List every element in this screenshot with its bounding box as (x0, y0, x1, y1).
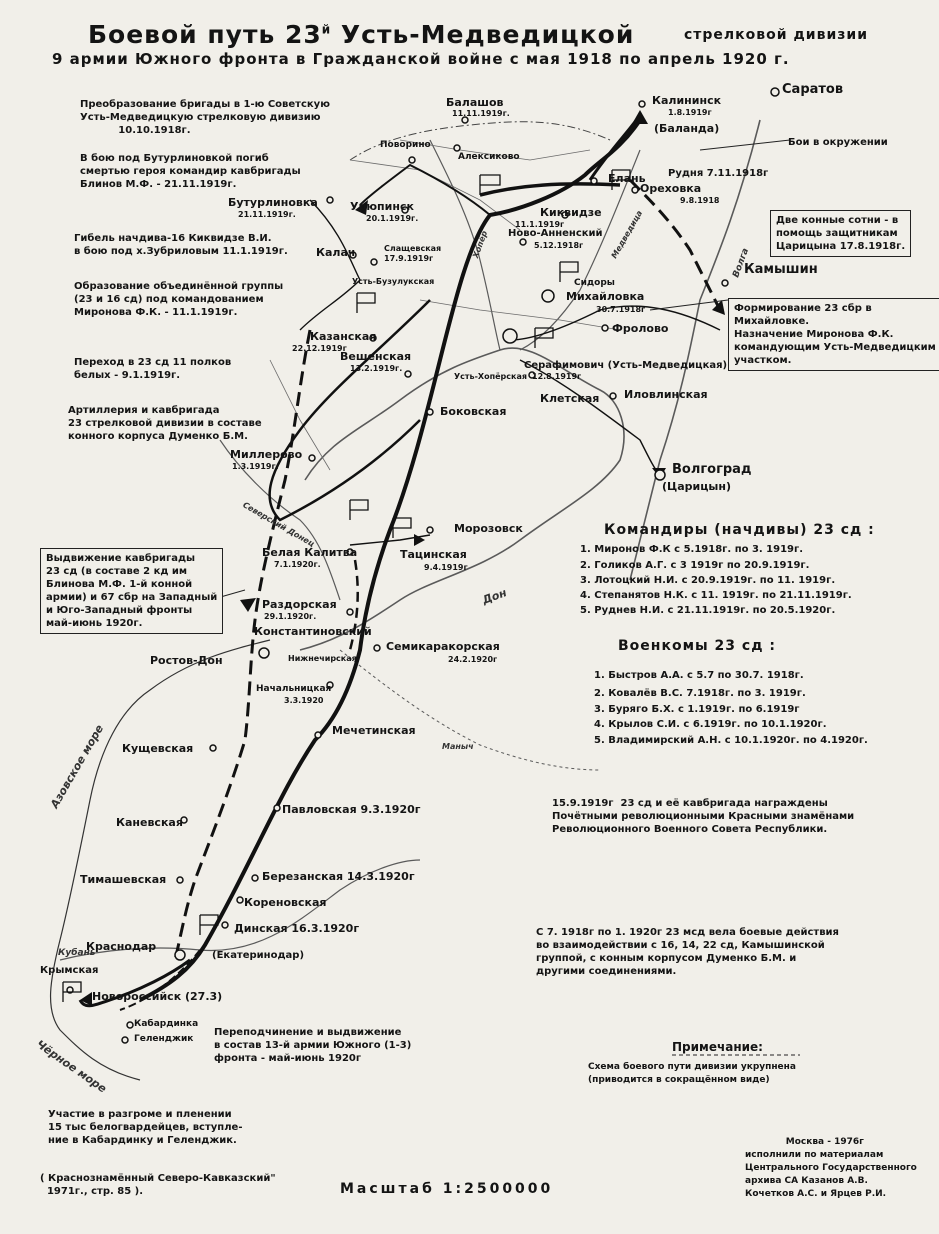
remark-title: Примечание: (672, 1040, 763, 1054)
label-saratov: Саратов (782, 82, 844, 97)
commander-row: 5. Руднев Н.И. с 21.11.1919г. по 20.5.1920г. (580, 605, 836, 616)
town-marker (409, 157, 415, 163)
label-kikvidze: Киквидзе (540, 206, 602, 219)
label-ilovlinskaya: Иловлинская (624, 388, 708, 401)
commissars-header: Военкомы 23 сд : (618, 638, 776, 654)
note-resubordination: Переподчинение и выдвижение в состав 13-й армии Южного (1-3) фронта - май-июнь 1920г (214, 1027, 412, 1064)
commissar-row: 3. Буряго Б.Х. с 1.1919г. по 6.1919г (594, 704, 800, 715)
label-belaya-kalitva: Белая Калитва (262, 546, 358, 559)
label-alexikovo: Алексиково (458, 152, 520, 162)
label-nizhnechirsk: Нижнечирская (288, 654, 357, 663)
date-serafimovich: 12.8.1919г (532, 372, 582, 381)
town-marker (602, 325, 608, 331)
date-buturlinovka: 21.11.1919г. (238, 210, 296, 219)
note-encircle: Бои в окружении (788, 137, 888, 148)
label-kletskaya: Клетская (540, 392, 600, 405)
town-marker (632, 187, 638, 193)
commissar-row: 2. Ковалёв В.С. 7.1918г. по 3. 1919г. (594, 688, 806, 699)
date-tatsinskaya: 9.4.1919г (424, 563, 468, 572)
label-dinskaya: Динская 16.3.1920г (234, 922, 360, 935)
town-marker (222, 922, 228, 928)
note-source: ( Краснознамённый Северо-Кавказский" 1971г., стр. 85 ). (40, 1173, 276, 1197)
date-millerovo: 1.3.1919г. (232, 462, 279, 471)
label-kamyshin: Камышин (744, 262, 818, 277)
date-semikarakorskaya: 24.2.1920г (448, 655, 498, 664)
label-serafimovich: Серафимович (Усть-Медведицкая) (524, 360, 728, 371)
route-elan (480, 184, 620, 195)
date-nachalnitskaya: 3.3.1920 (284, 696, 324, 705)
note-group: Образование объединённой группы (23 и 16 сд) под командованием Миронова Ф.К. - 11.1.1919г. (74, 281, 284, 318)
note-buturlinovka: В бою под Бутурлиновкой погиб смертью героя командир кавбригады Блинов М.Ф. - 21.11.1919г. (80, 153, 301, 190)
title-part: Усть-Медведицкой (340, 20, 635, 49)
leader-line (700, 140, 790, 150)
label-nachalnitskaya: Начальницкая (256, 684, 332, 694)
town-marker (591, 178, 597, 184)
date-novo: 5.12.1918г (534, 241, 584, 250)
town-marker (327, 197, 333, 203)
label-kuban: Кубань (58, 948, 96, 958)
label-ekaterinodar: (Екатеринодар) (212, 950, 305, 961)
town-marker (259, 648, 269, 658)
town-marker (252, 875, 258, 881)
label-povorino: Поворино (380, 140, 431, 150)
label-balanda: (Баланда) (654, 122, 720, 135)
town-marker (427, 409, 433, 415)
town-marker (315, 732, 321, 738)
town-marker (177, 877, 183, 883)
town-marker (405, 371, 411, 377)
label-kanevskaya: Каневская (116, 816, 183, 829)
label-berezanskaya: Березанская 14.3.1920г (262, 870, 415, 883)
label-morozovsk: Морозовск (454, 522, 523, 535)
label-balashov: Балашов (446, 96, 504, 109)
flag-marker (63, 982, 81, 1002)
date-kazanskaya: 22.12.1919г (292, 344, 347, 353)
note-forming: Формирование 23 сбр в Михайловке. Назначение Миронова Ф.К. командующим Усть-Медведицким участком. (728, 298, 939, 371)
town-marker (427, 527, 433, 533)
label-rostov: Ростов-Дон (150, 654, 223, 667)
label-kalininsk: Калининск (652, 94, 722, 107)
label-manych: Маныч (442, 742, 474, 751)
date-uryupinsk: 20.1.1919г. (366, 214, 419, 223)
title-sup: й (321, 22, 332, 37)
date-belaya-kalitva: 7.1.1920г. (274, 560, 321, 569)
commissar-row: 5. Владимирский А.Н. с 10.1.1920г. по 4.1920г. (594, 735, 868, 746)
railway (270, 140, 620, 470)
credits: Москва - 1976г исполнили по материалам Центрального Государственного архива СА Казанов А.В. Кочетков А.С. и Ярцев Р.И. (745, 1137, 917, 1199)
town-marker (122, 1037, 128, 1043)
label-korenovskaya: Кореновская (244, 896, 327, 909)
map-title-suffix: стрелковой дивизии (684, 27, 869, 43)
label-millerovo: Миллерово (230, 448, 303, 461)
route-loop-kalach (300, 200, 360, 330)
remark-text: Схема боевого пути дивизии укрупнена (приводится в сокращённом виде) (588, 1062, 796, 1085)
town-marker (610, 393, 616, 399)
town-marker (722, 280, 728, 286)
label-frolovo: Фролово (612, 322, 669, 335)
label-donets: Северский Донец (241, 500, 316, 549)
note-reorganization: Преобразование бригады в 1-ю Советскую Усть-Медведицкую стрелковую дивизию 10.10.1918г. (80, 99, 330, 136)
label-don: Дон (480, 586, 509, 607)
map-scale: Масштаб 1:2500000 (340, 1181, 554, 1197)
commanders-header: Командиры (начдивы) 23 сд : (604, 522, 875, 538)
label-medveditsa: Медведица (609, 208, 645, 261)
label-mechetinskaya: Мечетинская (332, 724, 416, 737)
label-timashevskaya: Тимашевская (80, 873, 167, 886)
date-kalininsk: 1.8.1919г (668, 108, 712, 117)
label-veshenskaya: Вешенская (340, 350, 412, 363)
label-khoper: Хопёр (471, 229, 490, 260)
note-artillery: Артиллерия и кавбригада 23 стрелковой дивизии в составе конного корпуса Думенко Б.М. (68, 405, 262, 442)
label-elan: Елань (608, 172, 646, 185)
label-black-sea: Чёрное море (33, 1037, 109, 1096)
flag-marker (350, 500, 368, 520)
label-konstantinovsky: Константиновский (254, 625, 372, 638)
note-transfer: Переход в 23 сд 11 полков белых - 9.1.1919г. (74, 357, 232, 381)
date-balashov: 11.11.1919г. (452, 109, 510, 118)
commissar-row: 1. Быстров А.А. с 5.7 по 30.7. 1918г. (594, 670, 804, 681)
label-volga: Волга (731, 246, 752, 280)
note-advance: Выдвижение кавбригады 23 сд (в составе 2 кд им Блинова М.Ф. 1-й конной армии) и 67 сбр на Западный и Юго-Западный фронты май-июнь 1920г. (40, 548, 223, 634)
flag-marker (357, 293, 375, 313)
label-krymskaya: Крымская (40, 965, 99, 976)
label-kushchevskaya: Кущевская (122, 742, 194, 755)
arrow-head (240, 598, 256, 612)
commander-row: 3. Лотоцкий Н.И. с 20.9.1919г. по 11. 1919г. (580, 575, 836, 586)
arrow-head (632, 110, 648, 124)
map-subtitle: 9 армии Южного фронта в Гражданской войне с мая 1918 по апрель 1920 г. (52, 50, 790, 68)
town-marker (771, 88, 779, 96)
commander-row: 1. Миронов Ф.К с 5.1918г. по 3. 1919г. (580, 544, 804, 555)
note-kikvidze: Гибель начдива-16 Киквидзе В.И. в бою под х.Зубриловым 11.1.1919г. (74, 233, 288, 257)
date-mikhailovka: 30.7.1918г (596, 305, 646, 314)
label-ust-khoper: Усть-Хопёрская (454, 372, 527, 381)
town-marker (371, 259, 377, 265)
town-marker (309, 455, 315, 461)
town-marker (127, 1022, 133, 1028)
town-marker (454, 145, 460, 151)
label-tsaritsyn: (Царицын) (662, 480, 731, 493)
town-marker (347, 609, 353, 615)
town-marker (542, 290, 554, 302)
label-sidory: Сидоры (574, 278, 615, 288)
coastline (51, 640, 270, 1080)
town-marker (520, 239, 526, 245)
label-novo-annensky: Ново-Анненский (508, 228, 603, 239)
label-rudnya: Рудня 7.11.1918г (668, 168, 769, 179)
label-kazanskaya: Казанская (310, 330, 377, 343)
note-sotni: Две конные сотни - в помощь защитникам Царицына 17.8.1918г. (770, 210, 911, 257)
map-title (88, 20, 634, 49)
town-marker (503, 329, 517, 343)
label-novorossiysk: Новороссийск (27.3) (92, 990, 223, 1003)
flag-marker (393, 518, 411, 538)
date-razdorskaya: 29.1.1920г. (264, 612, 317, 621)
town-marker (655, 470, 665, 480)
commander-row: 4. Степанятов Н.К. с 11. 1919г. по 21.11.1919г. (580, 590, 852, 601)
town-marker (210, 745, 216, 751)
town-marker (639, 101, 645, 107)
town-marker (175, 950, 185, 960)
date-kikvidze: 11.1.1919г (515, 220, 565, 229)
label-ust-buzuluk: Усть-Бузулукская (352, 277, 435, 286)
date-veshenskaya: 13.2.1919г. (350, 364, 403, 373)
label-orekhovka: Ореховка (640, 182, 702, 195)
note-award: 15.9.1919г 23 сд и её кавбригада награждены Почётными революционными Красными знамёнами Революционного Военного Совета Республики. (552, 798, 855, 835)
label-krasnodar: Краснодар (86, 940, 157, 953)
label-razdorskaya: Раздорская (262, 598, 337, 611)
commissar-row: 4. Крылов С.И. с 6.1919г. по 10.1.1920г. (594, 719, 827, 730)
date-orekhovka: 9.8.1918 (680, 196, 720, 205)
label-semikarakorskaya: Семикаракорская (386, 640, 500, 653)
label-kabardinka: Кабардинка (134, 1019, 199, 1029)
label-volgograd: Волгоград (672, 462, 752, 477)
commander-row: 2. Голиков А.Г. с 3 1919г по 20.9.1919г. (580, 560, 810, 571)
title-part: Боевой путь 23 (88, 20, 322, 49)
label-azov-sea: Азовское море (47, 722, 107, 811)
note-cooperation: С 7. 1918г по 1. 1920г 23 мсд вела боевые действия во взаимодействии с 16, 14, 22 сд, Камышинской группой, с конным корпусом Думенко Б.М. и другими соединениями. (536, 927, 839, 977)
label-pavlovskaya: Павловская 9.3.1920г (282, 803, 421, 816)
label-mikhailovka: Михайловка (566, 290, 645, 303)
label-uryupinsk: Урюпинск (350, 200, 414, 213)
note-defeat: Участие в разгроме и пленении 15 тыс белогвардейцев, вступле- ние в Кабардинку и Геленджик. (48, 1109, 243, 1146)
label-bokovskaya: Боковская (440, 405, 507, 418)
label-slashchevskaya: Слащевская (384, 244, 442, 253)
flag-marker (200, 915, 218, 935)
town-marker (237, 897, 243, 903)
town-marker (274, 805, 280, 811)
label-gelendzhik: Геленджик (134, 1034, 194, 1044)
label-tatsinskaya: Тацинская (400, 548, 467, 561)
river-manych (340, 650, 600, 770)
town-marker (374, 645, 380, 651)
label-kalach: Калач (316, 246, 356, 259)
label-buturlinovka: Бутурлиновка (228, 196, 318, 209)
date-slashchevskaya: 17.9.1919г (384, 254, 434, 263)
